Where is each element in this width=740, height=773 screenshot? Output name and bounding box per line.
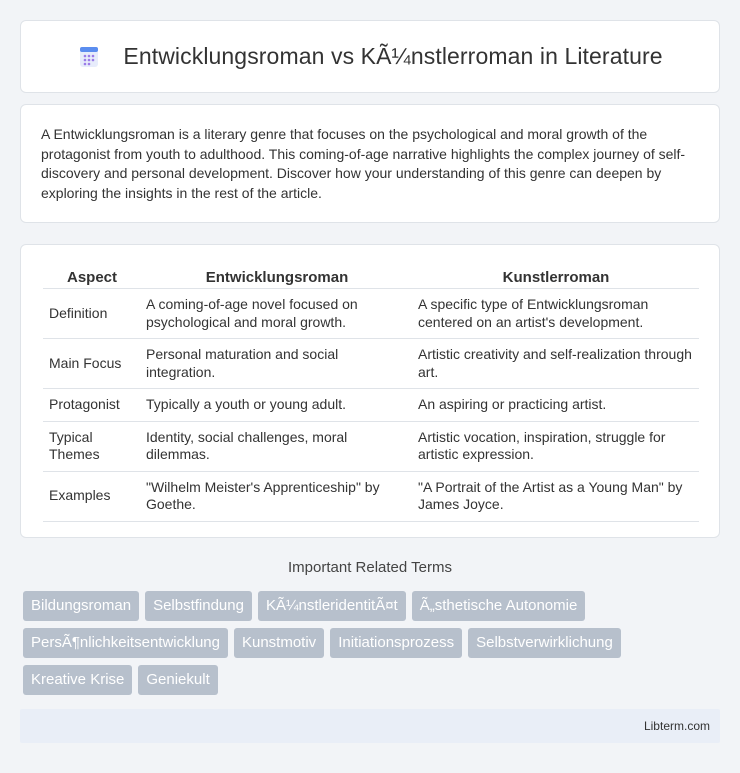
related-terms-tags: [23, 591, 723, 695]
intro-card: [20, 104, 720, 223]
tag-kunstmotiv[interactable]: Kunstmotiv: [234, 628, 324, 658]
entwicklungsroman-cell: Typically a youth or young adult.: [141, 389, 413, 422]
aspect-cell: Main Focus: [43, 339, 141, 389]
page-title: Entwicklungsroman vs KÃ¼nstlerroman in Literature: [123, 43, 663, 69]
header-entwicklungsroman: Entwicklungsroman: [141, 265, 413, 289]
tag-selbstverwirklichung[interactable]: Selbstverwirklichung: [468, 628, 621, 658]
kunstlerroman-cell: Artistic vocation, inspiration, struggle for artistic expression.: [413, 422, 699, 472]
tag-bildungsroman[interactable]: Bildungsroman: [23, 591, 139, 621]
tag-selbstfindung[interactable]: Selbstfindung: [145, 591, 252, 621]
table-row: [43, 289, 699, 339]
intro-paragraph: A Entwicklungsroman is a literary genre that focuses on the psychological and moral growth of the protagonist from youth to adulthood. This coming-of-age narrative highlights the complex journey of self-discovery and personal development. Discover how your understanding of this genre can deepen by exploring the insights in the rest of the article.: [41, 126, 686, 201]
table-header-row: [43, 265, 699, 289]
tag-persoenlichkeitsentwicklung[interactable]: PersÃ¶nlichkeitsentwicklung: [23, 628, 228, 658]
entwicklungsroman-cell: "Wilhelm Meister's Apprenticeship" by Goethe.: [141, 472, 413, 522]
table-row: [43, 422, 699, 472]
header-kunstlerroman: Kunstlerroman: [413, 265, 699, 289]
entwicklungsroman-cell: A coming-of-age novel focused on psychological and moral growth.: [141, 289, 413, 339]
comparison-table: [43, 265, 699, 522]
table-row: [43, 389, 699, 422]
aspect-cell: Definition: [43, 289, 141, 339]
table-row: [43, 339, 699, 389]
kunstlerroman-cell: A specific type of Entwicklungsroman centered on an artist's development.: [413, 289, 699, 339]
tag-initiationsprozess[interactable]: Initiationsprozess: [330, 628, 462, 658]
aspect-cell: Examples: [43, 472, 141, 522]
entwicklungsroman-cell: Personal maturation and social integration.: [141, 339, 413, 389]
footer-bar: [20, 709, 720, 743]
aspect-cell: Protagonist: [43, 389, 141, 422]
table-row: [43, 472, 699, 522]
tag-kreative-krise[interactable]: Kreative Krise: [23, 665, 132, 695]
kunstlerroman-cell: Artistic creativity and self-realization through art.: [413, 339, 699, 389]
document-grid-icon: [77, 45, 101, 69]
footer-site-link[interactable]: Libterm.com: [643, 719, 710, 733]
entwicklungsroman-cell: Identity, social challenges, moral dilemmas.: [141, 422, 413, 472]
header-card: [20, 20, 720, 93]
related-terms-title: Important Related Terms: [288, 559, 452, 576]
aspect-cell: Typical Themes: [43, 422, 141, 472]
tag-kuenstleridentitaet[interactable]: KÃ¼nstleridentitÃ¤t: [258, 591, 406, 621]
tag-aesthetische-autonomie[interactable]: Ã„sthetische Autonomie: [412, 591, 586, 621]
kunstlerroman-cell: An aspiring or practicing artist.: [413, 389, 699, 422]
header-aspect: Aspect: [43, 265, 141, 289]
comparison-table-card: [20, 244, 720, 538]
kunstlerroman-cell: "A Portrait of the Artist as a Young Man" by James Joyce.: [413, 472, 699, 522]
tag-geniekult[interactable]: Geniekult: [138, 665, 217, 695]
